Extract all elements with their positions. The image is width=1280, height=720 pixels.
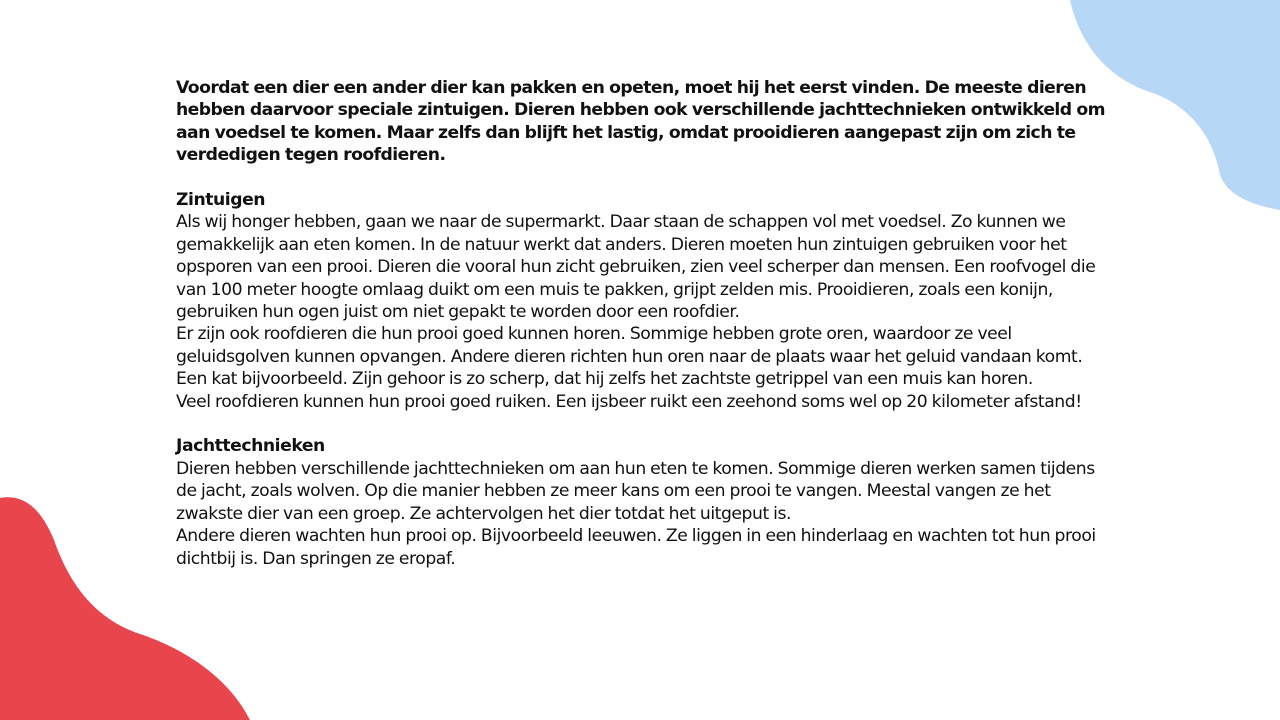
section-heading-zintuigen: Zintuigen bbox=[176, 190, 266, 211]
paragraph-hinderlaag: Andere dieren wachten hun prooi op. Bijvoorbeeld leeuwen. Ze liggen in een hinderlaag en wachten tot hun prooi dichtbij is. Dan springen ze eropaf. bbox=[176, 526, 1096, 569]
paragraph-gehoor: Er zijn ook roofdieren die hun prooi goed kunnen horen. Sommige hebben grote oren, waardoor ze veel geluidsgolven kunnen opvangen. Andere dieren richten hun oren naar de plaats waar het geluid vandaan komt. Een kat bijvoorbeeld. Zijn gehoor is zo scherp, dat hij zelfs het zachtste getrippel van een muis kan horen. bbox=[176, 324, 1083, 390]
paragraph-zicht: Als wij honger hebben, gaan we naar de supermarkt. Daar staan de schappen vol met voedsel. Zo kunnen we gemakkelijk aan eten komen. In de natuur werkt dat anders. Dieren moeten hun zintuigen gebruiken voor het opsporen van een prooi. Dieren die vooral hun zicht gebruiken, zien veel scherper dan mensen. Een roofvogel die van 100 meter hoogte omlaag duikt om een muis te pakken, grijpt zelden mis. Prooidieren, zoals een konijn, gebruiken hun ogen juist om niet gepakt te worden door een roofdier. bbox=[176, 212, 1096, 323]
paragraph-reuk: Veel roofdieren kunnen hun prooi goed ruiken. Een ijsbeer ruikt een zeehond soms wel op 20 kilometer afstand! bbox=[176, 391, 1082, 412]
intro-paragraph: Voordat een dier een ander dier kan pakken en opeten, moet hij het eerst vinden. De meeste dieren hebben daarvoor speciale zintuigen. Dieren hebben ook verschillende jachttechnieken ontwikkeld om aan voedsel te komen. Maar zelfs dan blijft het lastig, omdat prooidieren aangepast zijn om zich te verdedigen tegen roofdieren. bbox=[176, 78, 1105, 166]
text-content bbox=[176, 77, 1116, 570]
paragraph-samenwerken: Dieren hebben verschillende jachttechnieken om aan hun eten te komen. Sommige dieren werken samen tijdens de jacht, zoals wolven. Op die manier hebben ze meer kans om een prooi te vangen. Meestal vangen ze het zwakste dier van een groep. Ze achtervolgen het dier totdat het uitgeput is. bbox=[176, 458, 1095, 524]
section-heading-jachttechnieken: Jachttechnieken bbox=[176, 436, 325, 457]
